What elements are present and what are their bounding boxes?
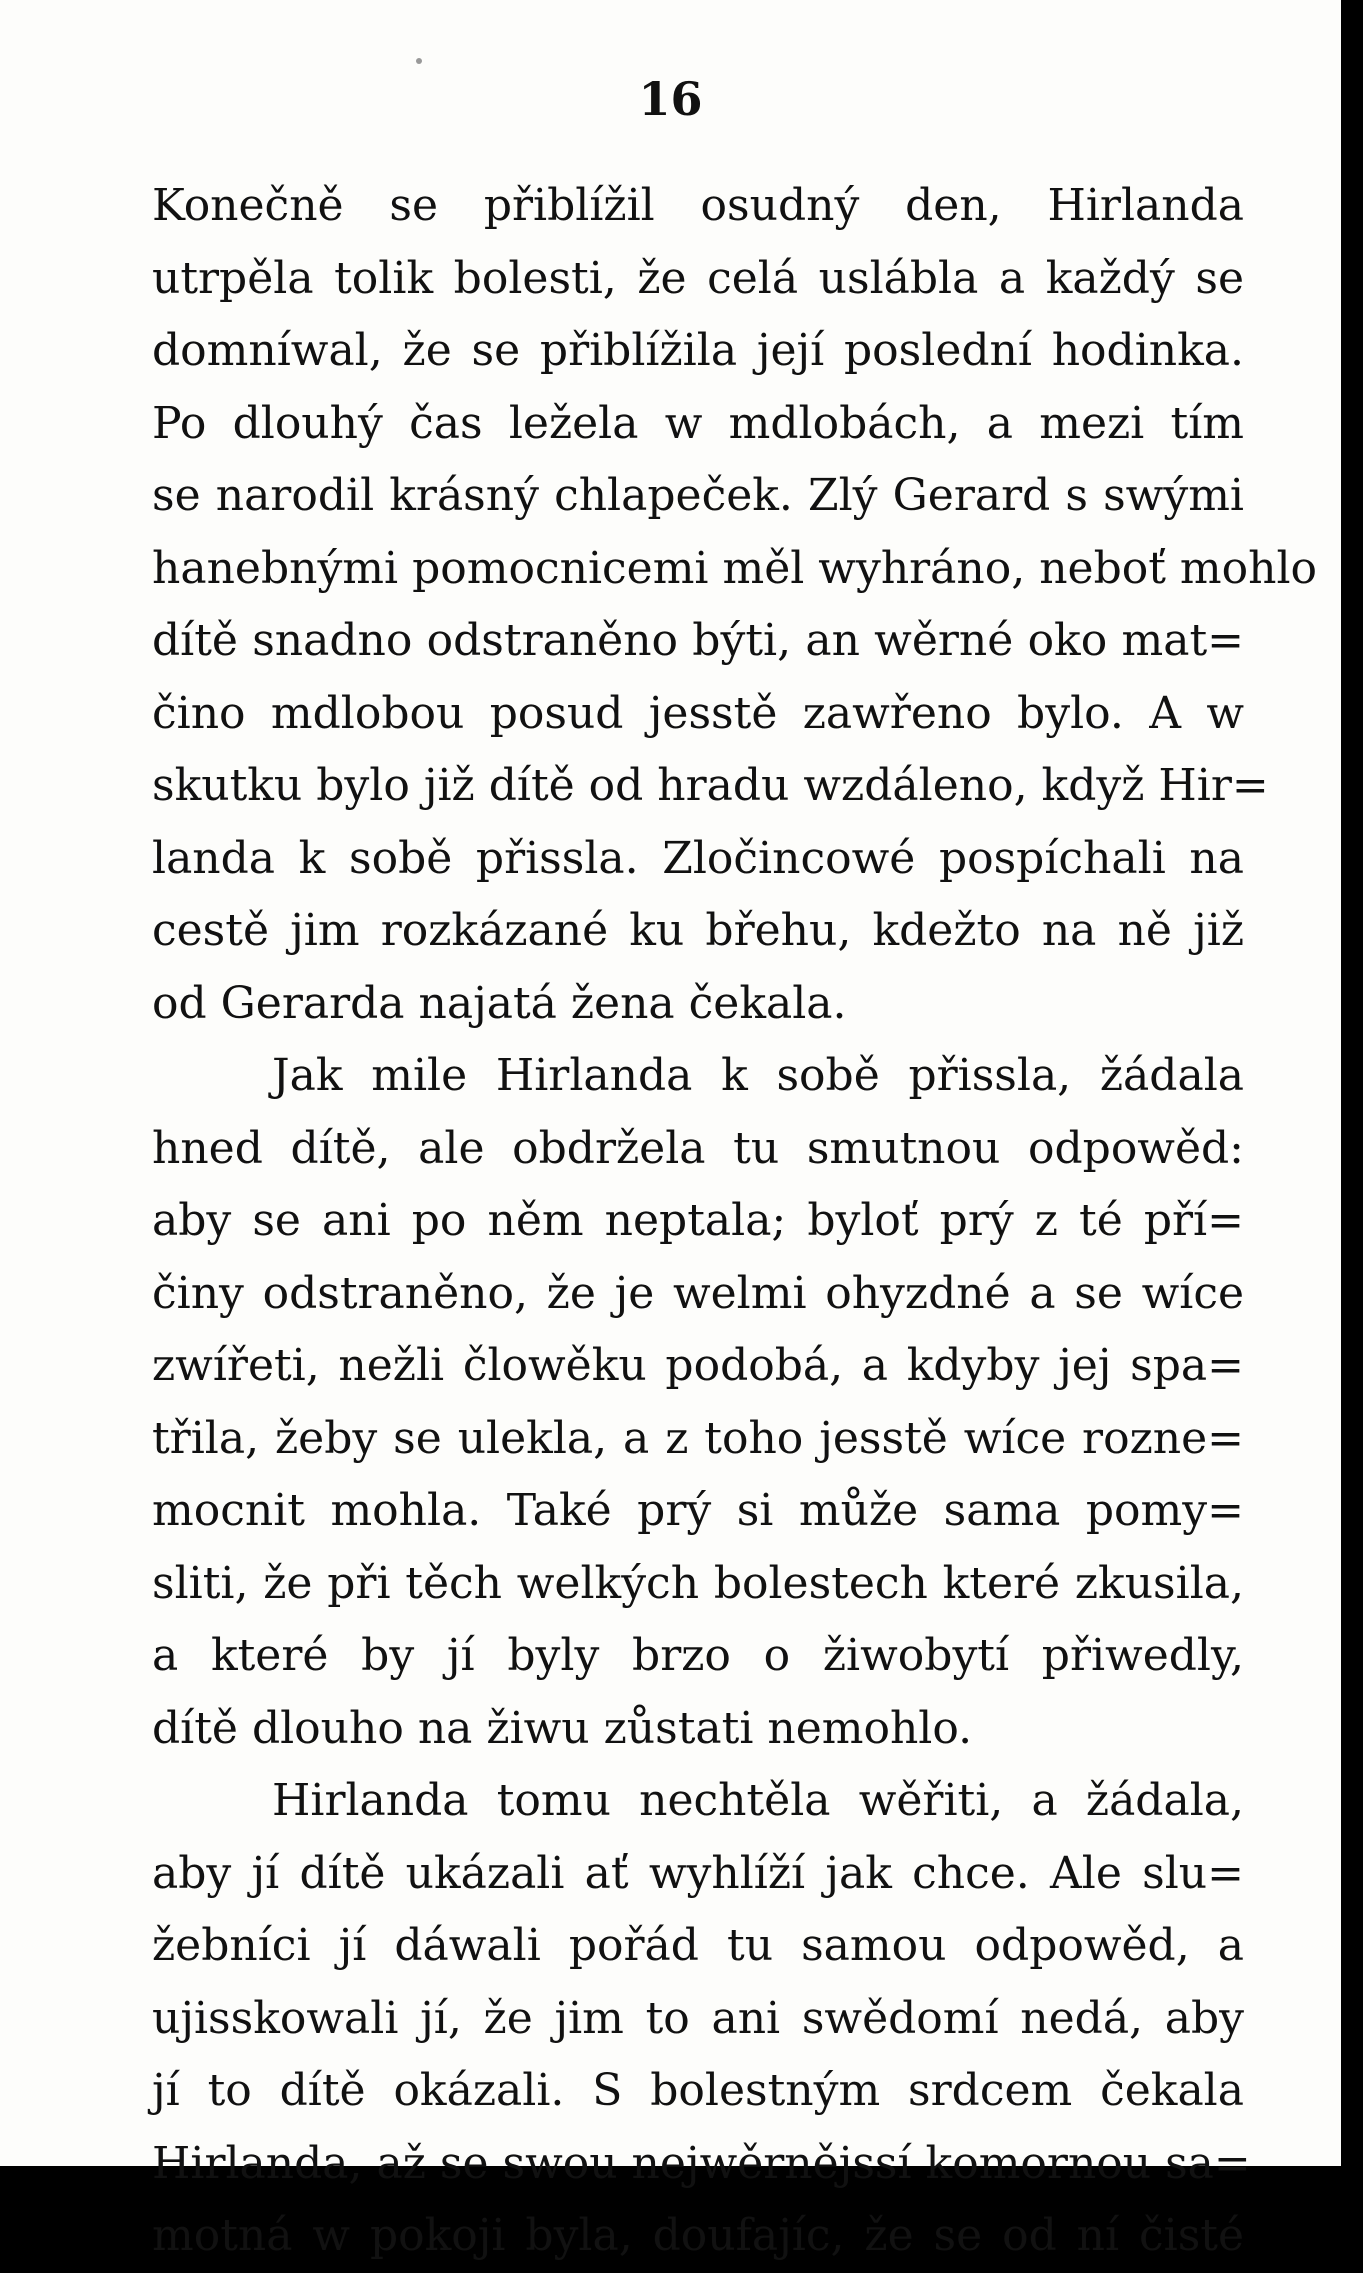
text-line: jí to dítě okázali. S bolestným srdcem čekala <box>152 2065 1244 2116</box>
text-line: mocnit mohla. Také prý si může sama pomy= <box>152 1485 1244 1536</box>
text-line: domníwal, že se přiblížila její poslední hodinka. <box>152 325 1244 376</box>
text-line: dítě snadno odstraněno býti, an wěrné oko mat= <box>152 615 1244 666</box>
text-line: skutku bylo již dítě od hradu wzdáleno, když Hir= <box>152 760 1269 811</box>
text-line: ujisskowali jí, že jim to ani swědomí nedá, aby <box>152 1992 1244 2044</box>
text-line: Jak mile Hirlanda k sobě přissla, žádala <box>272 1050 1244 1101</box>
text-line: a které by jí byly brzo o žiwobytí přiwedly, <box>152 1630 1244 1681</box>
text-line: dítě dlouho na žiwu zůstati nemohlo. <box>152 1702 973 1754</box>
text-line: čino mdlobou posud jesstě zawřeno bylo. A w <box>152 687 1244 739</box>
text-line: aby jí dítě ukázali ať wyhlíží jak chce. Ale slu= <box>152 1847 1244 1899</box>
text-line: landa k sobě přissla. Zločincowé pospíchali na <box>152 832 1244 884</box>
text-line: Po dlouhý čas ležela w mdlobách, a mezi tím <box>152 397 1244 449</box>
scan-edge <box>1341 0 1363 2166</box>
body-text <box>152 170 1318 2273</box>
text-line: Hirlanda, až se swou nejwěrnějssí komornou sa= <box>152 2137 1251 2189</box>
text-line: od Gerarda najatá žena čekala. <box>152 977 847 1029</box>
text-line: hned dítě, ale obdržela tu smutnou odpowěd: <box>152 1122 1244 1174</box>
text-line: utrpěla tolik bolesti, že celá uslábla a každý se <box>152 252 1244 304</box>
page-number: 16 <box>638 72 703 126</box>
text-line: zwířeti, nežli člowěku podobá, a kdyby jej spa= <box>152 1340 1244 1391</box>
text-line: sliti, že při těch welkých bolestech které zkusila, <box>152 1557 1244 1609</box>
text-line: Konečně se přiblížil osudný den, Hirlanda <box>152 180 1244 231</box>
text-line: třila, žeby se ulekla, a z toho jesstě wíce rozne= <box>152 1412 1244 1464</box>
text-line: hanebnými pomocnicemi měl wyhráno, neboť mohlo <box>152 542 1318 594</box>
text-line: činy odstraněno, že je welmi ohyzdné a se wíce <box>152 1267 1244 1319</box>
text-line: cestě jim rozkázané ku břehu, kdežto na ně již <box>152 905 1244 956</box>
text-line: aby se ani po něm neptala; byloť prý z té pří= <box>152 1195 1244 1246</box>
text-line: žebníci jí dáwali pořád tu samou odpowěd, a <box>152 1920 1244 1971</box>
text-line: se narodil krásný chlapeček. Zlý Gerard s swými <box>152 470 1244 521</box>
text-line: motná w pokoji byla, doufajíc, že se od ní čisté <box>152 2210 1244 2261</box>
print-speck <box>416 58 422 64</box>
text-line: Hirlanda tomu nechtěla wěřiti, a žádala, <box>272 1775 1244 1826</box>
